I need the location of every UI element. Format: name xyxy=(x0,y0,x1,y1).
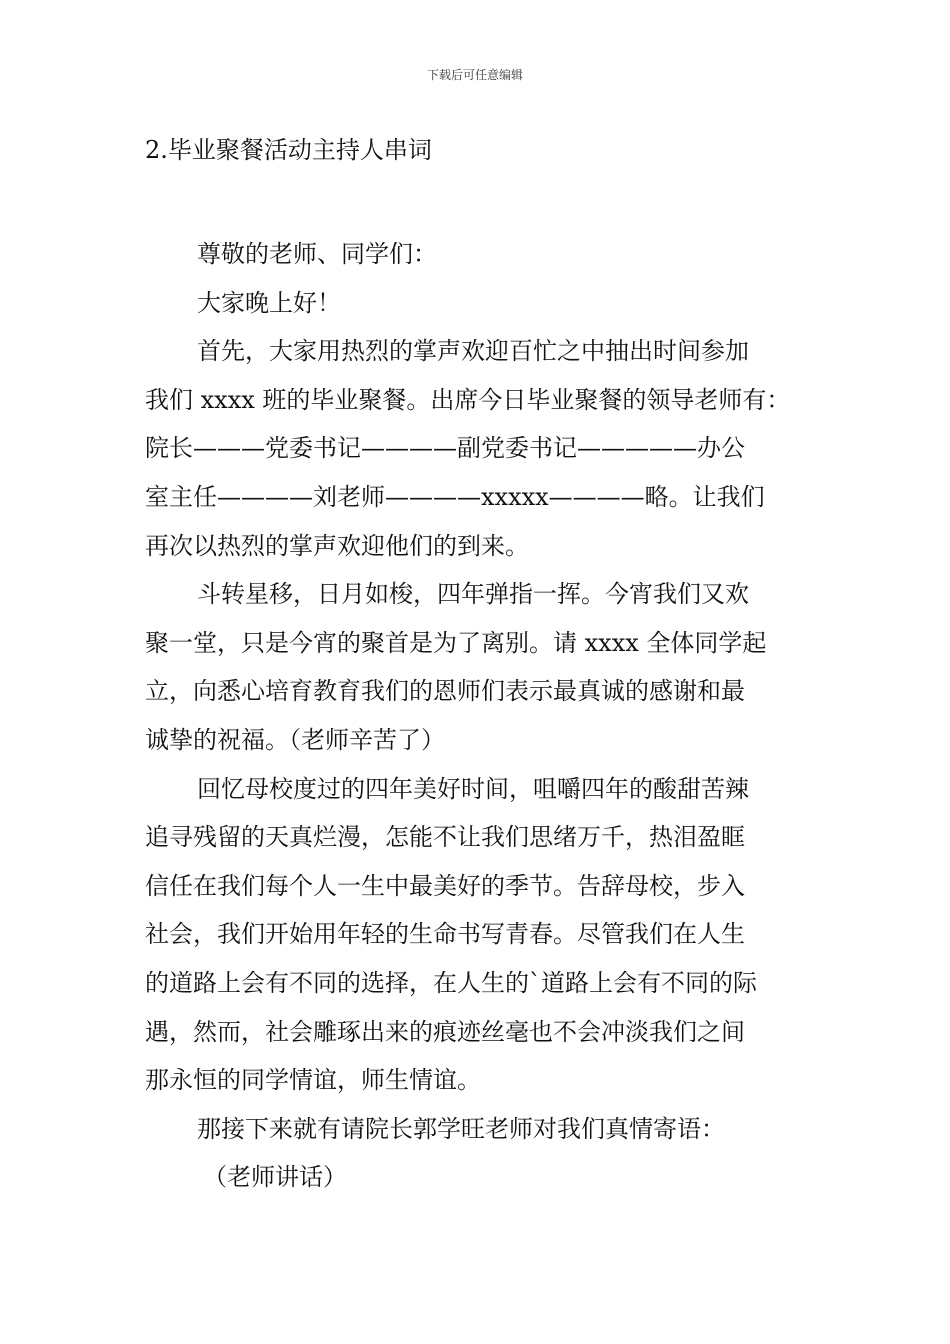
text-line: 那接下来就有请院长郭学旺老师对我们真情寄语： xyxy=(197,1114,725,1143)
text-line: 遇，然而，社会雕琢出来的痕迹丝毫也不会冲淡我们之间 xyxy=(145,1017,745,1046)
text-line: 尊敬的老师、同学们： xyxy=(197,240,437,268)
text-line: （老师讲话） xyxy=(203,1163,347,1192)
text-line: 再次以热烈的掌声欢迎他们的到来。 xyxy=(145,531,529,560)
document-title: 2.毕业聚餐活动主持人串词 xyxy=(145,136,432,164)
text-line: 聚一堂，只是今宵的聚首是为了离别。请 xxxx 全体同学起 xyxy=(145,628,767,657)
text-line: 回忆母校度过的四年美好时间，咀嚼四年的酸甜苦辣 xyxy=(197,774,749,803)
text-line: 那永恒的同学情谊，师生情谊。 xyxy=(145,1066,481,1095)
text-line: 室主任————刘老师————xxxxx————略。让我们 xyxy=(145,482,765,511)
text-line: 立，向悉心培育教育我们的恩师们表示最真诚的感谢和最 xyxy=(145,677,745,706)
text-line: 大家晚上好！ xyxy=(197,288,341,317)
page-header-note: 下载后可任意编辑 xyxy=(426,68,523,82)
text-line: 首先，大家用热烈的掌声欢迎百忙之中抽出时间参加 xyxy=(197,337,749,366)
text-line: 信任在我们每个人一生中最美好的季节。告辞母校，步入 xyxy=(145,871,745,900)
document-body xyxy=(145,230,815,1202)
text-line: 我们 xxxx 班的毕业聚餐。出席今日毕业聚餐的领导老师有： xyxy=(145,385,791,414)
text-line: 诚挚的祝福。（老师辛苦了） xyxy=(145,725,445,754)
text-line: 的道路上会有不同的选择，在人生的`道路上会有不同的际 xyxy=(145,968,757,997)
text-line: 院长———党委书记————副党委书记—————办公 xyxy=(145,434,745,463)
text-line: 追寻残留的天真烂漫，怎能不让我们思绪万千，热泪盈眶 xyxy=(145,823,745,852)
text-line: 斗转星移，日月如梭，四年弹指一挥。今宵我们又欢 xyxy=(197,580,749,609)
text-line: 社会，我们开始用年轻的生命书写青春。尽管我们在人生 xyxy=(145,920,745,949)
